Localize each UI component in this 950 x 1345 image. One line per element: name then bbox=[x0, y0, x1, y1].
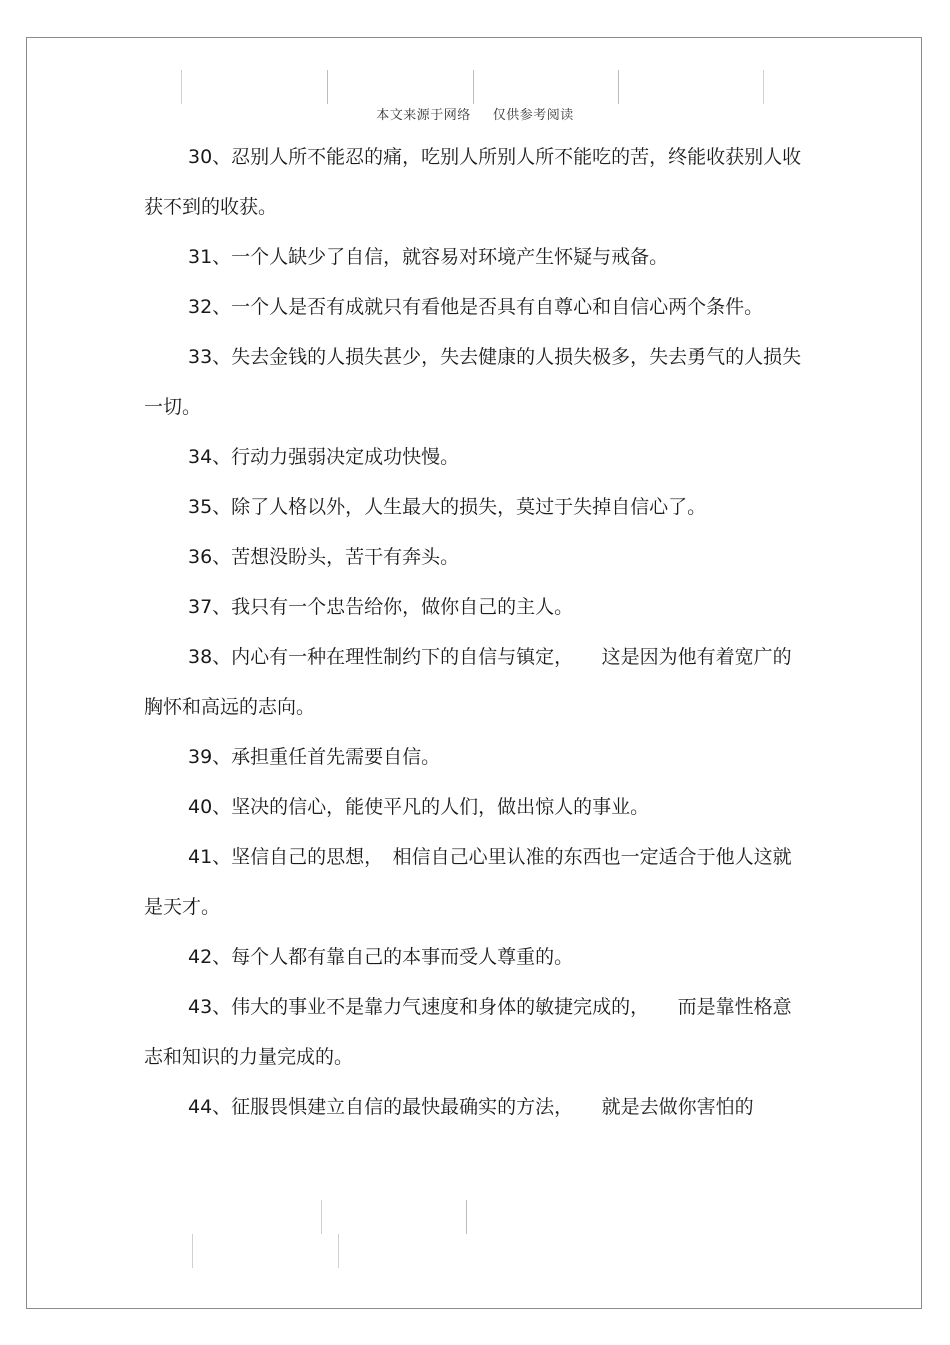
paragraph-30: 30、忍别人所不能忍的痛，吃别人所别人所不能吃的苦，终能收获别人收获不到的收获。 bbox=[144, 146, 802, 218]
paragraph-31: 31、一个人缺少了自信，就容易对环境产生怀疑与戒备。 bbox=[188, 246, 669, 268]
divider-line bbox=[321, 1200, 322, 1234]
paragraph-40: 40、坚决的信心，能使平凡的人们，做出惊人的事业。 bbox=[188, 796, 650, 818]
divider-line bbox=[763, 70, 764, 104]
source-note-right: 仅供参考阅读 bbox=[492, 108, 574, 123]
divider-line bbox=[181, 70, 182, 104]
paragraph-39: 39、承担重任首先需要自信。 bbox=[188, 746, 441, 768]
divider-line bbox=[618, 70, 619, 104]
paragraph-36: 36、苦想没盼头，苦干有奔头。 bbox=[188, 546, 460, 568]
divider-line bbox=[473, 70, 474, 104]
source-note-left: 本文来源于网络 bbox=[376, 108, 471, 123]
paragraph-43: 43、伟大的事业不是靠力气速度和身体的敏捷完成的， 而是靠性格意志和知识的力量完成的。 bbox=[144, 996, 792, 1068]
paragraph-35: 35、除了人格以外，人生最大的损失，莫过于失掉自信心了。 bbox=[188, 496, 707, 518]
divider-line bbox=[338, 1234, 339, 1268]
paragraph-42: 42、每个人都有靠自己的本事而受人尊重的。 bbox=[188, 946, 574, 968]
paragraph-37: 37、我只有一个忠告给你，做你自己的主人。 bbox=[188, 596, 574, 618]
document-body bbox=[144, 132, 809, 1132]
paragraph-44: 44、征服畏惧建立自信的最快最确实的方法， 就是去做你害怕的 bbox=[188, 1096, 754, 1118]
paragraph-34: 34、行动力强弱决定成功快慢。 bbox=[188, 446, 460, 468]
paragraph-38: 38、内心有一种在理性制约下的自信与镇定， 这是因为他有着宽广的胸怀和高远的志向。 bbox=[144, 646, 792, 718]
source-note bbox=[0, 104, 950, 123]
paragraph-41: 41、坚信自己的思想， 相信自己心里认准的东西也一定适合于他人这就是天才。 bbox=[144, 846, 792, 918]
divider-line bbox=[192, 1234, 193, 1268]
divider-line bbox=[327, 70, 328, 104]
divider-line bbox=[466, 1200, 467, 1234]
paragraph-32: 32、一个人是否有成就只有看他是否具有自尊心和自信心两个条件。 bbox=[188, 296, 764, 318]
paragraph-33: 33、失去金钱的人损失甚少，失去健康的人损失极多，失去勇气的人损失一切。 bbox=[144, 346, 802, 418]
